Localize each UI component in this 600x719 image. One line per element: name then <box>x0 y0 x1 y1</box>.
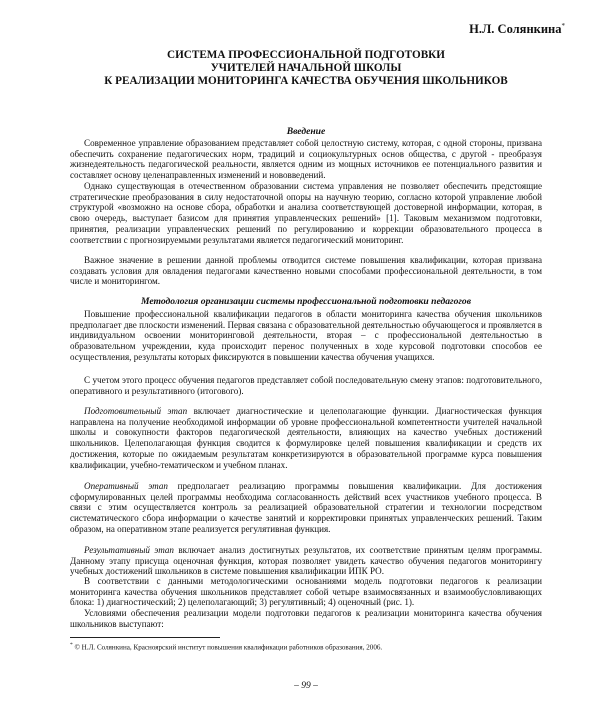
method-paragraph-4: Оперативный этап предполагает реализацию программы повышения квалификации. Для достижения сформулированных целей программы необходима согласованность действий всех участников учебного процесса. В связи с этим осуществляется контроль за реализацией образовательной стратегии и технологии посредством систематического сбора информации о качестве занятий и корректировки принятых управленческих решений. Таким образом, на оперативном этапе реализуется регулятивная функция. <box>70 481 542 534</box>
method-paragraph-1: Повышение профессиональной квалификации педагогов в области мониторинга качества обучения школьников предполагает две плоскости изменений. Первая связана с образовательной деятельностью обучающегося и проявляется в индивидуальном освоении мониторинговой деятельности, вторая – с профессиональной деятельностью в образовательном учреждении, куда происходит перенос полученных в ходе курсовой подготовки способов ее осуществления, результаты которых фиксируются в повышении качества обучения учащихся. <box>70 309 542 362</box>
intro-paragraph-1: Современное управление образованием представляет собой целостную систему, которая, с одной стороны, призвана обеспечить сохранение педагогических норм, традиций и социокультурных основ общества, с другой - преобразуя жизнедеятельность педагогической реальности, является одним из мощных источников ее потенциального развития и составляет основу целенаправленных изменений и нововведений. <box>70 138 542 181</box>
operative-stage-term: Оперативный этап <box>84 481 168 491</box>
title-line-1: СИСТЕМА ПРОФЕССИОНАЛЬНОЙ ПОДГОТОВКИ <box>167 49 445 61</box>
author-name: Н.Л. Солянкина* <box>469 22 565 37</box>
method-paragraph-2: С учетом этого процесс обучения педагогов представляет собой последовательную смену этапов: подготовительного, оперативного и результативного (итогового). <box>70 375 542 396</box>
author-footnote-mark: * <box>561 22 565 30</box>
title-line-3: К РЕАЛИЗАЦИИ МОНИТОРИНГА КАЧЕСТВА ОБУЧЕНИЯ ШКОЛЬНИКОВ <box>104 75 508 87</box>
method-heading: Методология организации системы профессиональной подготовки педагогов <box>140 296 472 307</box>
intro-paragraph-2: Однако существующая в отечественном образовании система управления не позволяет обеспечить предстоящие стратегические преобразования в силу недостаточной опоры на научную теорию, согласно которой управление любой структурой «возможно на основе сбора, обработки и анализа соответствующей достоверной информации, которая, в свою очередь, выступает базисом для принятия управленческих решений» [1]. Таковым механизмом подготовки, принятия, реализации управленческих решений по регулированию и коррекции образовательного процесса в соответствии с прогнозируемыми результатами является педагогический мониторинг. <box>70 181 542 245</box>
footnote-divider <box>70 637 220 638</box>
method-paragraph-7: Условиями обеспечения реализации модели подготовки педагогов к реализации мониторинга качества обучения школьников выступают: <box>70 608 542 629</box>
method-paragraph-3: Подготовительный этап включает диагностические и целеполагающие функции. Диагностическая функция направлена на получение необходимой информации об уровне профессиональной компетентности учителей начальной школы и совокупности факторов педагогической деятельности, влияющих на качество учебных достижений школьников. Целеполагающая функция сводится к формулировке целей повышения квалификации и средств их достижения, которые по ожидаемым результатам конкретизируются в образовательной программе курса повышения квалификации, учебно-тематическом и учебном планах. <box>70 406 542 470</box>
method-paragraph-6: В соответствии с данными методологическими основаниями модель подготовки педагогов к реализации мониторинга качества обучения школьников представляет собой четыре взаимосвязанных и взаимообусловливающих блока: 1) диагностический; 2) целеполагающий; 3) регулятивный; 4) оценочный (рис. 1). <box>70 576 542 608</box>
preparatory-stage-term: Подготовительный этап <box>84 406 188 416</box>
article-title <box>70 49 542 88</box>
result-stage-term: Результативный этап <box>84 545 174 555</box>
page-number: – 99 – <box>294 681 318 691</box>
method-paragraph-5: Результативный этап включает анализ достигнутых результатов, их соответствие принятым целям программы. Данному этапу присуща оценочная функция, которая позволяет увидеть качество обучения педагогов мониторингу учебных достижений школьников в системе повышения квалификации ИПК РО. <box>70 545 542 577</box>
title-line-2: УЧИТЕЛЕЙ НАЧАЛЬНОЙ ШКОЛЫ <box>210 62 402 74</box>
footnote: * © Н.Л. Солянкина, Красноярский институт повышения квалификации работников образования, 2006. <box>70 642 383 652</box>
intro-paragraph-3: Важное значение в решении данной проблемы отводится системе повышения квалификации, которая призвана создавать условия для овладения педагогами качественно новыми способами профессиональной деятельности, в том числе и мониторингом. <box>70 255 542 287</box>
intro-heading: Введение <box>286 126 326 137</box>
